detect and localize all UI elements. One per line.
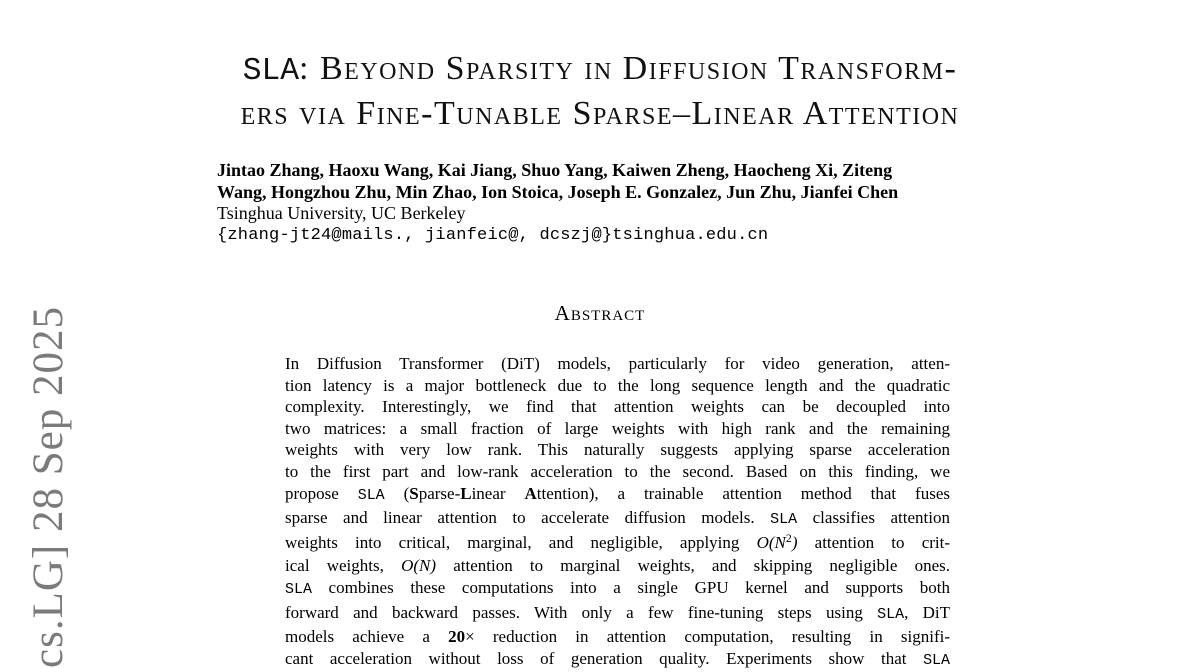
- abstract-line: SLA combines these computations into a single GPU kernel and supports both: [285, 577, 950, 598]
- abstract-body: [285, 353, 950, 672]
- paper-title-mono-sla: SLA: [242, 54, 300, 89]
- paper-title-line2-text: ers via Fine-Tunable Sparse–Linear Attention: [240, 95, 960, 132]
- abstract-line: complexity. Interestingly, we find that attention weights can be decoupled into: [285, 397, 950, 417]
- affiliation: Tsinghua University, UC Berkeley: [217, 203, 466, 223]
- abstract-line: propose SLA (Sparse-Linear Attention), a trainable attention method that fuses: [285, 483, 950, 504]
- abstract-line: tion latency is a major bottleneck due to the long sequence length and the quadratic: [285, 375, 950, 395]
- abstract-line: two matrices: a small fraction of large weights with high rank and the remaining: [285, 418, 950, 438]
- abstract-line: weights with very low rank. This naturally suggests applying sparse acceleration: [285, 440, 950, 460]
- abstract-line: sparse and linear attention to accelerate diffusion models. SLA classifies attention: [285, 508, 950, 529]
- paper-title-line2: [0, 93, 1200, 135]
- author-emails: {zhang-jt24@mails., jianfeic@, dcszj@}tsinghua.edu.cn: [217, 225, 769, 245]
- author-block: [217, 160, 898, 247]
- abstract-line: weights into critical, marginal, and negligible, applying $O(N^2)$ attention to crit-: [285, 531, 951, 552]
- author-names-line1: Jintao Zhang, Haoxu Wang, Kai Jiang, Shuo Yang, Kaiwen Zheng, Haocheng Xi, Ziteng: [217, 160, 893, 180]
- paper-title: [0, 48, 1200, 135]
- paper-title-line1-text: : Beyond Sparsity in Diffusion Transform-: [299, 50, 958, 87]
- abstract-line: models achieve a 20× reduction in attention computation, resulting in signifi-: [285, 627, 950, 647]
- author-names-line2: Wang, Hongzhou Zhu, Min Zhao, Ion Stoica, Joseph E. Gonzalez, Jun Zhu, Jianfei Chen: [217, 181, 899, 202]
- abstract-line: ical weights, O(N) attention to marginal weights, and skipping negligible ones.: [285, 556, 950, 576]
- abstract-line: to the first part and low-rank acceleration to the second. Based on this finding, we: [285, 461, 950, 481]
- abstract-line: In Diffusion Transformer (DiT) models, particularly for video generation, atten-: [285, 354, 950, 373]
- abstract-heading: Abstract: [554, 301, 646, 325]
- paper-title-line1: [0, 48, 1200, 93]
- abstract-line: forward and backward passes. With only a few fine-tuning steps using SLA, DiT: [285, 602, 951, 623]
- arxiv-watermark: cs.LG] 28 Sep 2025: [25, 306, 72, 668]
- abstract-line: cant acceleration without loss of generation quality. Experiments show that SLA: [285, 648, 950, 669]
